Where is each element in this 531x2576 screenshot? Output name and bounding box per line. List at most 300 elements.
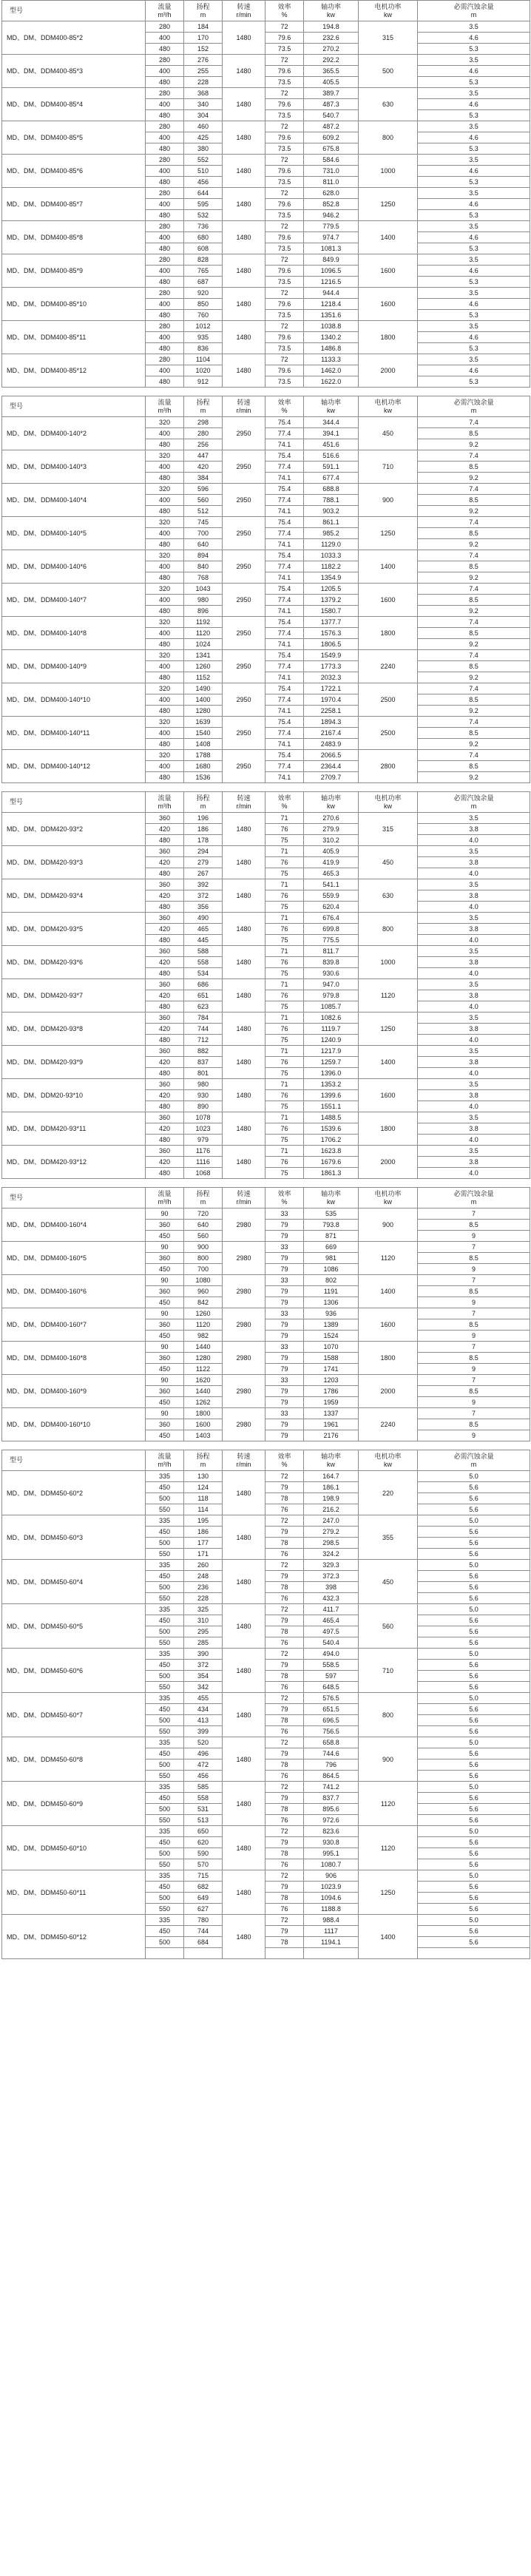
model-cell: MD、DM、DDM450-60*5 <box>2 1604 146 1649</box>
flow-cell: 360 <box>146 1146 184 1157</box>
shaft-power-cell: 1961 <box>304 1419 359 1430</box>
flow-cell: 480 <box>146 343 184 354</box>
efficiency-cell: 78 <box>266 1671 304 1682</box>
head-cell: 1280 <box>184 706 223 717</box>
npsh-cell: 5.0 <box>418 1915 530 1926</box>
motor-power-cell: 1120 <box>359 979 418 1013</box>
efficiency-cell: 72 <box>266 1604 304 1615</box>
head-cell: 298 <box>184 417 223 428</box>
flow-cell: 320 <box>146 750 184 761</box>
shaft-power-cell: 1096.5 <box>304 266 359 277</box>
header-npsh: 必需汽蚀余量 m <box>418 1188 530 1208</box>
shaft-power-cell: 597 <box>304 1671 359 1682</box>
head-cell: 686 <box>184 979 223 990</box>
shaft-power-cell: 1182.2 <box>304 561 359 572</box>
header-head: 扬程 m <box>184 1450 223 1471</box>
flow-cell: 480 <box>146 1168 184 1179</box>
efficiency-cell: 76 <box>266 1090 304 1101</box>
speed-cell: 1480 <box>223 1146 266 1179</box>
shaft-power-cell: 811.0 <box>304 177 359 188</box>
efficiency-cell: 73.5 <box>266 177 304 188</box>
head-cell: 356 <box>184 902 223 913</box>
efficiency-cell: 79 <box>266 1660 304 1671</box>
shaft-power-cell: 487.3 <box>304 99 359 110</box>
efficiency-cell: 73.5 <box>266 277 304 288</box>
motor-power-cell: 1800 <box>359 617 418 650</box>
npsh-cell: 5.0 <box>418 1737 530 1748</box>
speed-cell: 1480 <box>223 913 266 946</box>
head-cell: 490 <box>184 913 223 924</box>
npsh-cell: 8.5 <box>418 595 530 606</box>
header-shaft-power: 轴功率 kw <box>304 1188 359 1208</box>
flow-cell: 280 <box>146 288 184 299</box>
model-cell: MD、DM、DDM420-93*6 <box>2 946 146 979</box>
shaft-power-cell: 981 <box>304 1253 359 1264</box>
head-cell: 513 <box>184 1815 223 1826</box>
table-row <box>2 1275 530 1286</box>
model-cell: MD、DM、DDM400-140*10 <box>2 683 146 717</box>
header-flow: 流量 m³/h <box>146 1188 184 1208</box>
head-cell: 228 <box>184 1593 223 1604</box>
npsh-cell: 9.2 <box>418 539 530 550</box>
flow-cell: 500 <box>146 1538 184 1549</box>
table-row <box>2 1782 530 1793</box>
shaft-power-cell: 658.8 <box>304 1737 359 1748</box>
table-row <box>2 1046 530 1057</box>
header-motor-power: 电机功率 kw <box>359 1188 418 1208</box>
head-cell: 447 <box>184 450 223 462</box>
head-cell: 1540 <box>184 728 223 739</box>
shaft-power-cell: 1399.6 <box>304 1090 359 1101</box>
flow-cell: 335 <box>146 1604 184 1615</box>
efficiency-cell: 78 <box>266 1493 304 1504</box>
head-cell: 1280 <box>184 1353 223 1364</box>
efficiency-cell: 71 <box>266 879 304 890</box>
header-npsh: 必需汽蚀余量 m <box>418 1 530 21</box>
npsh-cell: 5.3 <box>418 310 530 321</box>
flow-cell: 400 <box>146 462 184 473</box>
speed-cell: 2950 <box>223 550 266 584</box>
speed-cell: 1480 <box>223 55 266 88</box>
shaft-power-cell: 731.0 <box>304 166 359 177</box>
model-cell: MD、DM、DDM450-60*11 <box>2 1870 146 1915</box>
npsh-cell: 4.6 <box>418 132 530 143</box>
shaft-power-cell: 535 <box>304 1208 359 1220</box>
header-flow: 流量 m³/h <box>146 1450 184 1471</box>
head-cell: 896 <box>184 606 223 617</box>
efficiency-cell: 74.1 <box>266 473 304 484</box>
efficiency-cell: 77.4 <box>266 628 304 639</box>
efficiency-cell: 79 <box>266 1837 304 1848</box>
model-cell: MD、DM、DDM400-85*3 <box>2 55 146 88</box>
flow-cell: 420 <box>146 824 184 835</box>
flow-cell: 400 <box>146 661 184 672</box>
shaft-power-cell: 247.0 <box>304 1515 359 1527</box>
shaft-power-cell: 497.5 <box>304 1626 359 1637</box>
flow-cell: 400 <box>146 33 184 44</box>
npsh-cell: 3.8 <box>418 890 530 902</box>
efficiency-cell: 72 <box>266 1826 304 1837</box>
npsh-cell: 4.6 <box>418 99 530 110</box>
flow-cell: 480 <box>146 110 184 121</box>
flow-cell: 320 <box>146 517 184 528</box>
flow-cell: 320 <box>146 717 184 728</box>
shaft-power-cell: 1086 <box>304 1264 359 1275</box>
head-cell: 935 <box>184 332 223 343</box>
npsh-cell: 5.6 <box>418 1682 530 1693</box>
table-row <box>2 254 530 266</box>
shaft-power-cell: 1580.7 <box>304 606 359 617</box>
shaft-power-cell: 871 <box>304 1231 359 1242</box>
header-head: 扬程 m <box>184 1 223 21</box>
shaft-power-cell: 516.6 <box>304 450 359 462</box>
head-cell: 684 <box>184 1937 223 1948</box>
motor-power-cell: 2240 <box>359 650 418 683</box>
motor-power-cell: 2240 <box>359 1408 418 1441</box>
shaft-power-cell: 974.7 <box>304 232 359 243</box>
motor-power-cell: 1250 <box>359 1013 418 1046</box>
shaft-power-cell: 279.9 <box>304 824 359 835</box>
npsh-cell: 8.5 <box>418 761 530 772</box>
head-cell: 680 <box>184 232 223 243</box>
flow-cell: 360 <box>146 879 184 890</box>
npsh-cell: 8.5 <box>418 628 530 639</box>
motor-power-cell: 1250 <box>359 188 418 221</box>
head-cell: 960 <box>184 1286 223 1297</box>
efficiency-cell: 74.1 <box>266 572 304 584</box>
efficiency-cell: 75 <box>266 935 304 946</box>
speed-cell: 1480 <box>223 1471 266 1515</box>
table-row <box>2 879 530 890</box>
header-shaft-power: 轴功率 kw <box>304 1 359 21</box>
flow-cell: 90 <box>146 1275 184 1286</box>
model-cell: MD、DM、DDM420-93*8 <box>2 1013 146 1046</box>
shaft-power-cell: 930.8 <box>304 1837 359 1848</box>
flow-cell: 360 <box>146 1220 184 1231</box>
flow-cell: 400 <box>146 561 184 572</box>
flow-cell: 90 <box>146 1208 184 1220</box>
head-cell: 1800 <box>184 1408 223 1419</box>
flow-cell: 320 <box>146 617 184 628</box>
flow-cell: 480 <box>146 706 184 717</box>
efficiency-cell: 79 <box>266 1364 304 1375</box>
flow-cell: 335 <box>146 1649 184 1660</box>
flow-cell: 360 <box>146 1046 184 1057</box>
npsh-cell: 5.3 <box>418 210 530 221</box>
shaft-power-cell: 1351.6 <box>304 310 359 321</box>
shaft-power-cell: 1306 <box>304 1297 359 1308</box>
shaft-power-cell: 696.5 <box>304 1715 359 1726</box>
head-cell: 531 <box>184 1804 223 1815</box>
flow-cell: 360 <box>146 979 184 990</box>
efficiency-cell: 75 <box>266 1135 304 1146</box>
flow-cell: 550 <box>146 1726 184 1737</box>
npsh-cell: 7.4 <box>418 450 530 462</box>
flow-cell: 450 <box>146 1430 184 1441</box>
head-cell: 267 <box>184 868 223 879</box>
shaft-power-cell: 558.5 <box>304 1660 359 1671</box>
npsh-cell: 9 <box>418 1264 530 1275</box>
flow-cell: 500 <box>146 1848 184 1859</box>
head-cell: 560 <box>184 495 223 506</box>
efficiency-cell: 74.1 <box>266 539 304 550</box>
flow-cell: 480 <box>146 506 184 517</box>
flow-cell: 480 <box>146 277 184 288</box>
flow-cell: 450 <box>146 1231 184 1242</box>
shaft-power-cell: 744.6 <box>304 1748 359 1759</box>
head-cell: 1260 <box>184 1308 223 1319</box>
shaft-power-cell: 699.8 <box>304 924 359 935</box>
flow-cell: 480 <box>146 310 184 321</box>
motor-power-cell: 2000 <box>359 1375 418 1408</box>
efficiency-cell: 71 <box>266 1146 304 1157</box>
head-cell: 510 <box>184 166 223 177</box>
npsh-cell: 4.6 <box>418 332 530 343</box>
table-row <box>2 1870 530 1882</box>
flow-cell: 400 <box>146 595 184 606</box>
npsh-cell: 5.0 <box>418 1649 530 1660</box>
model-cell: MD、DM、DDM400-85*10 <box>2 288 146 321</box>
flow-cell: 480 <box>146 1101 184 1112</box>
speed-cell: 2950 <box>223 650 266 683</box>
flow-cell: 420 <box>146 990 184 1001</box>
motor-power-cell: 315 <box>359 813 418 846</box>
flow-cell: 500 <box>146 1493 184 1504</box>
efficiency-cell: 78 <box>266 1626 304 1637</box>
shaft-power-cell: 985.2 <box>304 528 359 539</box>
shaft-power-cell: 1119.7 <box>304 1024 359 1035</box>
flow-cell: 320 <box>146 484 184 495</box>
table-row <box>2 750 530 761</box>
flow-cell: 480 <box>146 868 184 879</box>
flow-cell: 550 <box>146 1859 184 1870</box>
speed-cell: 1480 <box>223 188 266 221</box>
shaft-power-cell: 756.5 <box>304 1726 359 1737</box>
speed-cell: 1480 <box>223 1737 266 1782</box>
head-cell: 900 <box>184 1242 223 1253</box>
npsh-cell: 7.4 <box>418 683 530 694</box>
flow-cell: 280 <box>146 121 184 132</box>
shaft-power-cell: 1094.6 <box>304 1893 359 1904</box>
npsh-cell: 5.0 <box>418 1515 530 1527</box>
efficiency-cell: 76 <box>266 824 304 835</box>
flow-cell: 90 <box>146 1342 184 1353</box>
model-cell: MD、DM、DDM400-85*6 <box>2 155 146 188</box>
header-speed: 转速 r/min <box>223 1188 266 1208</box>
table-row <box>2 1515 530 1527</box>
head-cell: 325 <box>184 1604 223 1615</box>
motor-power-cell: 560 <box>359 1604 418 1649</box>
head-cell: 186 <box>184 824 223 835</box>
spec-table-block <box>1 791 530 1179</box>
efficiency-cell: 76 <box>266 1504 304 1515</box>
head-cell: 152 <box>184 44 223 55</box>
shaft-power-cell: 540.4 <box>304 1637 359 1649</box>
head-cell: 1262 <box>184 1397 223 1408</box>
shaft-power-cell: 1551.1 <box>304 1101 359 1112</box>
efficiency-cell: 76 <box>266 1859 304 1870</box>
flow-cell: 450 <box>146 1571 184 1582</box>
spec-table-block <box>1 0 530 388</box>
npsh-cell: 7.4 <box>418 484 530 495</box>
shaft-power-cell: 1488.5 <box>304 1112 359 1123</box>
flow-cell: 480 <box>146 177 184 188</box>
shaft-power-cell: 194.8 <box>304 21 359 33</box>
flow-cell: 500 <box>146 1582 184 1593</box>
npsh-cell: 5.3 <box>418 110 530 121</box>
npsh-cell: 5.6 <box>418 1937 530 1948</box>
shaft-power-cell: 186.1 <box>304 1482 359 1493</box>
npsh-cell: 9.2 <box>418 739 530 750</box>
npsh-cell: 5.3 <box>418 376 530 388</box>
efficiency-cell: 76 <box>266 1682 304 1693</box>
shaft-power-cell: 494.0 <box>304 1649 359 1660</box>
flow-cell: 480 <box>146 672 184 683</box>
head-cell: 650 <box>184 1826 223 1837</box>
motor-power-cell: 1600 <box>359 584 418 617</box>
flow-cell: 500 <box>146 1715 184 1726</box>
shaft-power-cell: 432.3 <box>304 1593 359 1604</box>
header-shaft-power: 轴功率 kw <box>304 396 359 417</box>
model-cell: MD、DM、DDM400-140*4 <box>2 484 146 517</box>
head-cell: 760 <box>184 310 223 321</box>
head-cell: 276 <box>184 55 223 66</box>
shaft-power-cell: 1082.6 <box>304 1013 359 1024</box>
model-cell: MD、DM、DDM400-85*8 <box>2 221 146 254</box>
model-cell: MD、DM、DDM400-160*7 <box>2 1308 146 1342</box>
shaft-power-cell: 1970.4 <box>304 694 359 706</box>
head-cell: 1400 <box>184 694 223 706</box>
table-row <box>2 517 530 528</box>
npsh-cell: 5.3 <box>418 44 530 55</box>
head-cell: 340 <box>184 99 223 110</box>
head-cell: 195 <box>184 1515 223 1527</box>
npsh-cell: 4.6 <box>418 299 530 310</box>
shaft-power-cell: 936 <box>304 1308 359 1319</box>
npsh-cell: 5.6 <box>418 1582 530 1593</box>
shaft-power-cell: 1203 <box>304 1375 359 1386</box>
efficiency-cell: 79.6 <box>266 66 304 77</box>
efficiency-cell: 76 <box>266 1904 304 1915</box>
flow-cell: 320 <box>146 683 184 694</box>
speed-cell: 1480 <box>223 979 266 1013</box>
efficiency-cell <box>266 1948 304 1959</box>
table-separator <box>0 1179 531 1187</box>
efficiency-cell: 72 <box>266 1560 304 1571</box>
model-cell: MD、DM、DDM400-85*2 <box>2 21 146 55</box>
efficiency-cell: 75.4 <box>266 450 304 462</box>
efficiency-cell: 75 <box>266 1001 304 1013</box>
model-cell: MD、DM、DDM400-140*6 <box>2 550 146 584</box>
efficiency-cell: 79 <box>266 1615 304 1626</box>
npsh-cell: 4.6 <box>418 266 530 277</box>
table-row <box>2 846 530 857</box>
flow-cell: 500 <box>146 1893 184 1904</box>
efficiency-cell: 78 <box>266 1582 304 1593</box>
head-cell: 445 <box>184 935 223 946</box>
head-cell: 384 <box>184 473 223 484</box>
npsh-cell: 5.0 <box>418 1471 530 1482</box>
shaft-power-cell: 394.1 <box>304 428 359 439</box>
shaft-power-cell: 411.7 <box>304 1604 359 1615</box>
npsh-cell: 4.6 <box>418 199 530 210</box>
npsh-cell: 9.2 <box>418 772 530 783</box>
motor-power-cell: 1120 <box>359 1242 418 1275</box>
shaft-power-cell: 465.4 <box>304 1615 359 1626</box>
table-separator <box>0 388 531 396</box>
npsh-cell: 3.5 <box>418 155 530 166</box>
efficiency-cell: 79.6 <box>266 132 304 143</box>
efficiency-cell: 74.1 <box>266 606 304 617</box>
head-cell: 687 <box>184 277 223 288</box>
head-cell: 1192 <box>184 617 223 628</box>
header-head: 扬程 m <box>184 396 223 417</box>
head-cell: 256 <box>184 439 223 450</box>
header-flow: 流量 m³/h <box>146 792 184 813</box>
flow-cell: 420 <box>146 1024 184 1035</box>
flow-cell: 450 <box>146 1748 184 1759</box>
shaft-power-cell: 487.2 <box>304 121 359 132</box>
flow-cell: 335 <box>146 1782 184 1793</box>
head-cell: 765 <box>184 266 223 277</box>
flow-cell: 360 <box>146 1419 184 1430</box>
efficiency-cell: 71 <box>266 813 304 824</box>
npsh-cell: 3.5 <box>418 946 530 957</box>
efficiency-cell: 79 <box>266 1482 304 1493</box>
efficiency-cell: 74.1 <box>266 706 304 717</box>
head-cell: 640 <box>184 1220 223 1231</box>
flow-cell: 550 <box>146 1504 184 1515</box>
shaft-power-cell: 292.2 <box>304 55 359 66</box>
shaft-power-cell: 988.4 <box>304 1915 359 1926</box>
efficiency-cell: 71 <box>266 913 304 924</box>
flow-cell: 90 <box>146 1375 184 1386</box>
head-cell: 1260 <box>184 661 223 672</box>
shaft-power-cell: 576.5 <box>304 1693 359 1704</box>
npsh-cell: 3.8 <box>418 1123 530 1135</box>
shaft-power-cell <box>304 1948 359 1959</box>
npsh-cell: 5.6 <box>418 1748 530 1759</box>
head-cell: 560 <box>184 1231 223 1242</box>
efficiency-cell: 71 <box>266 979 304 990</box>
table-row <box>2 121 530 132</box>
npsh-cell: 3.5 <box>418 846 530 857</box>
npsh-cell: 5.6 <box>418 1660 530 1671</box>
shaft-power-cell: 1337 <box>304 1408 359 1419</box>
table-row <box>2 1375 530 1386</box>
npsh-cell: 5.6 <box>418 1837 530 1848</box>
npsh-cell: 7.4 <box>418 417 530 428</box>
npsh-cell: 3.5 <box>418 188 530 199</box>
npsh-cell: 4.0 <box>418 902 530 913</box>
efficiency-cell: 79 <box>266 1748 304 1759</box>
efficiency-cell: 75.4 <box>266 650 304 661</box>
head-cell: 1023 <box>184 1123 223 1135</box>
npsh-cell: 9 <box>418 1297 530 1308</box>
shaft-power-cell: 1549.9 <box>304 650 359 661</box>
flow-cell: 550 <box>146 1593 184 1604</box>
efficiency-cell: 72 <box>266 55 304 66</box>
header-row <box>2 792 530 813</box>
flow-cell: 500 <box>146 1671 184 1682</box>
flow-cell: 480 <box>146 1001 184 1013</box>
npsh-cell: 3.8 <box>418 1024 530 1035</box>
model-cell: MD、DM、DDM400-160*6 <box>2 1275 146 1308</box>
npsh-cell: 4.0 <box>418 935 530 946</box>
npsh-cell: 5.3 <box>418 243 530 254</box>
header-row <box>2 1450 530 1471</box>
shaft-power-cell: 1539.6 <box>304 1123 359 1135</box>
